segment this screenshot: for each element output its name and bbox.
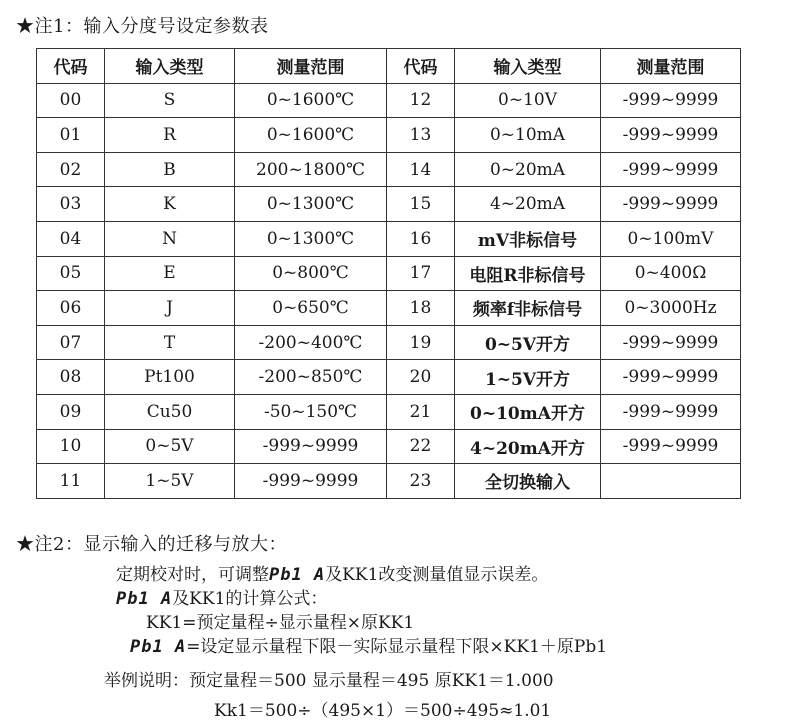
header-input-type: 输入类型 [455,49,601,84]
cell-input-type: S [105,83,235,118]
cell-code: 20 [387,360,455,395]
cell-input-type: 0~10mA开方 [455,394,601,429]
cell-code: 18 [387,291,455,326]
cell-code: 07 [37,325,105,360]
note2-line1-text-b: 及KK1改变测量值显示误差。 [325,565,549,585]
cell-input-type: 全切换输入 [455,464,601,499]
cell-code: 10 [37,429,105,464]
table-row [37,464,741,499]
cell-input-type: 0~20mA [455,152,601,187]
cell-range: 0~1600℃ [235,118,387,153]
cell-range: 0~400Ω [601,256,741,291]
cell-code: 16 [387,221,455,256]
cell-input-type: J [105,291,235,326]
cell-code: 21 [387,394,455,429]
pb1-segment-label: Pb1 A [130,637,187,657]
note2-title: ★注2：显示输入的迁移与放大： [16,534,287,555]
cell-range: 0~1300℃ [235,221,387,256]
cell-range: -999~9999 [601,429,741,464]
table-row [37,152,741,187]
header-range: 测量范围 [601,49,741,84]
cell-range: 0~100mV [601,221,741,256]
cell-code: 00 [37,83,105,118]
header-code: 代码 [37,49,105,84]
table-row [37,360,741,395]
cell-range: -999~9999 [601,325,741,360]
note2-example: 举例说明：预定量程＝500 显示量程＝495 原KK1＝1.000 [104,671,554,691]
cell-code: 17 [387,256,455,291]
cell-input-type: B [105,152,235,187]
note2-line1-text-a: 定期校对时，可调整 [116,565,269,585]
cell-code: 01 [37,118,105,153]
table-row [37,325,741,360]
cell-range: -999~9999 [601,187,741,222]
table-header-row [37,49,741,84]
cell-input-type: Cu50 [105,394,235,429]
header-code: 代码 [387,49,455,84]
cell-range [601,464,741,499]
note2-line3: KK1=预定量程÷显示量程×原KK1 [146,613,415,633]
cell-input-type: 0~5V [105,429,235,464]
cell-code: 05 [37,256,105,291]
cell-code: 13 [387,118,455,153]
pb1-segment-label: Pb1 A [116,589,173,609]
header-input-type: 输入类型 [105,49,235,84]
table-row [37,394,741,429]
cell-range: -200~400℃ [235,325,387,360]
cell-code: 12 [387,83,455,118]
input-type-table [36,48,741,499]
cell-code: 06 [37,291,105,326]
cell-range: 0~1300℃ [235,187,387,222]
table-row [37,187,741,222]
cell-range: -200~850℃ [235,360,387,395]
cell-input-type: T [105,325,235,360]
cell-input-type: 电阻R非标信号 [455,256,601,291]
cell-range: -999~9999 [601,152,741,187]
cell-input-type: 4~20mA开方 [455,429,601,464]
note2-line2-text: 及KK1的计算公式： [172,589,328,609]
note2-line4-text: =设定显示量程下限－实际显示量程下限×KK1＋原Pb1 [186,637,608,657]
pb1-segment-label: Pb1 A [269,565,326,585]
cell-range: -50~150℃ [235,394,387,429]
cell-code: 04 [37,221,105,256]
cell-input-type: 1~5V开方 [455,360,601,395]
cell-code: 14 [387,152,455,187]
cell-code: 23 [387,464,455,499]
note2-line1 [116,560,548,585]
cell-input-type: 0~5V开方 [455,325,601,360]
cell-code: 08 [37,360,105,395]
cell-code: 15 [387,187,455,222]
cell-range: -999~9999 [601,360,741,395]
table-body [37,83,741,498]
cell-range: 0~1600℃ [235,83,387,118]
cell-input-type: R [105,118,235,153]
cell-code: 11 [37,464,105,499]
cell-input-type: mV非标信号 [455,221,601,256]
cell-input-type: 0~10V [455,83,601,118]
cell-code: 02 [37,152,105,187]
cell-input-type: E [105,256,235,291]
cell-input-type: 频率f非标信号 [455,291,601,326]
cell-input-type: Pt100 [105,360,235,395]
cell-range: -999~9999 [601,118,741,153]
note2-result: Kk1＝500÷（495×1）＝500÷495≈1.01 [214,701,552,721]
cell-input-type: 1~5V [105,464,235,499]
cell-code: 22 [387,429,455,464]
table-row [37,83,741,118]
cell-code: 19 [387,325,455,360]
cell-code: 09 [37,394,105,429]
cell-range: -999~9999 [235,429,387,464]
table-row [37,429,741,464]
table-row [37,221,741,256]
note2-line2 [116,584,327,609]
note2-line4 [130,632,607,657]
cell-range: -999~9999 [235,464,387,499]
cell-range: 200~1800℃ [235,152,387,187]
table-row [37,291,741,326]
cell-range: 0~3000Hz [601,291,741,326]
cell-range: 0~650℃ [235,291,387,326]
cell-input-type: 0~10mA [455,118,601,153]
note1-title: ★注1：输入分度号设定参数表 [16,16,269,37]
cell-input-type: N [105,221,235,256]
table-row [37,118,741,153]
cell-range: -999~9999 [601,394,741,429]
table-row [37,256,741,291]
cell-input-type: K [105,187,235,222]
cell-range: 0~800℃ [235,256,387,291]
cell-range: -999~9999 [601,83,741,118]
header-range: 测量范围 [235,49,387,84]
cell-input-type: 4~20mA [455,187,601,222]
cell-code: 03 [37,187,105,222]
